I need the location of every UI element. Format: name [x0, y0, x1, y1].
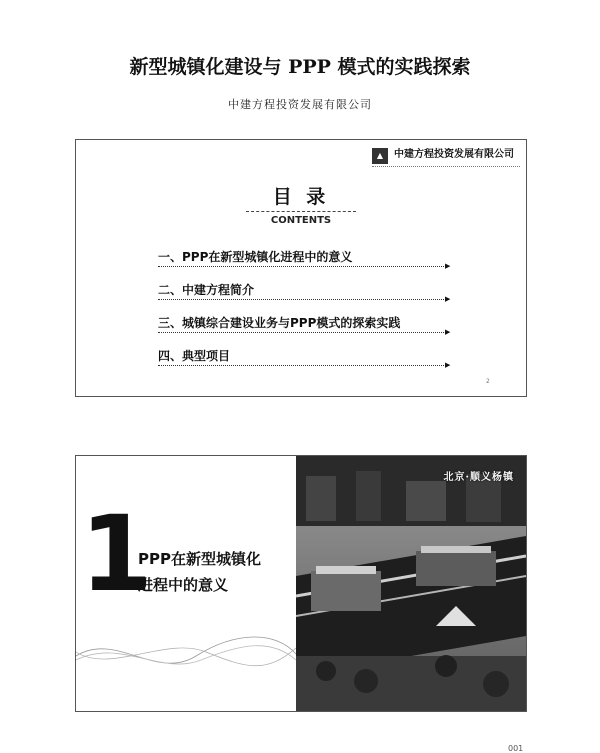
arrow-right-icon: ▶ [445, 295, 451, 303]
toc-divider [246, 211, 356, 212]
footer-page-number: 001 [508, 744, 524, 753]
section-number: 1 [80, 493, 153, 615]
section-title-line: PPP在新型城镇化 [138, 550, 261, 568]
toc-title: 目 录 [272, 186, 330, 208]
company-logo-icon: ▲ [372, 148, 388, 164]
toc-item-rule [158, 299, 448, 300]
slide-contents [75, 139, 527, 397]
toc-item-rule [158, 266, 448, 267]
document-subtitle: 中建方程投资发展有限公司 [228, 98, 372, 111]
toc-item-rule [158, 332, 448, 333]
slide-page-number: 2 [486, 378, 490, 385]
toc-item [158, 248, 451, 270]
slide-section [75, 455, 527, 712]
toc-item [158, 314, 451, 336]
toc-subtitle: CONTENTS [270, 215, 332, 226]
company-english-line [372, 166, 520, 170]
section-title [138, 546, 261, 598]
town-photo [296, 456, 526, 711]
toc-item-label: 三、城镇综合建设业务与PPP模式的探索实践 [158, 316, 401, 330]
company-name: 中建方程投资发展有限公司 [394, 149, 514, 160]
photo-caption: 北京·顺义杨镇 [443, 472, 514, 483]
document-title: 新型城镇化建设与 PPP 模式的实践探索 [129, 56, 471, 78]
toc-item [158, 347, 451, 369]
toc-item-rule [158, 365, 448, 366]
section-title-line: 进程中的意义 [138, 576, 229, 594]
toc-item-label: 一、PPP在新型城镇化进程中的意义 [158, 250, 353, 264]
toc-item [158, 281, 451, 303]
decorative-wave [76, 626, 296, 686]
toc-item-label: 二、中建方程简介 [158, 283, 255, 297]
arrow-right-icon: ▶ [445, 328, 451, 336]
arrow-right-icon: ▶ [445, 361, 451, 369]
arrow-right-icon: ▶ [445, 262, 451, 270]
toc-item-label: 四、典型项目 [158, 349, 231, 363]
